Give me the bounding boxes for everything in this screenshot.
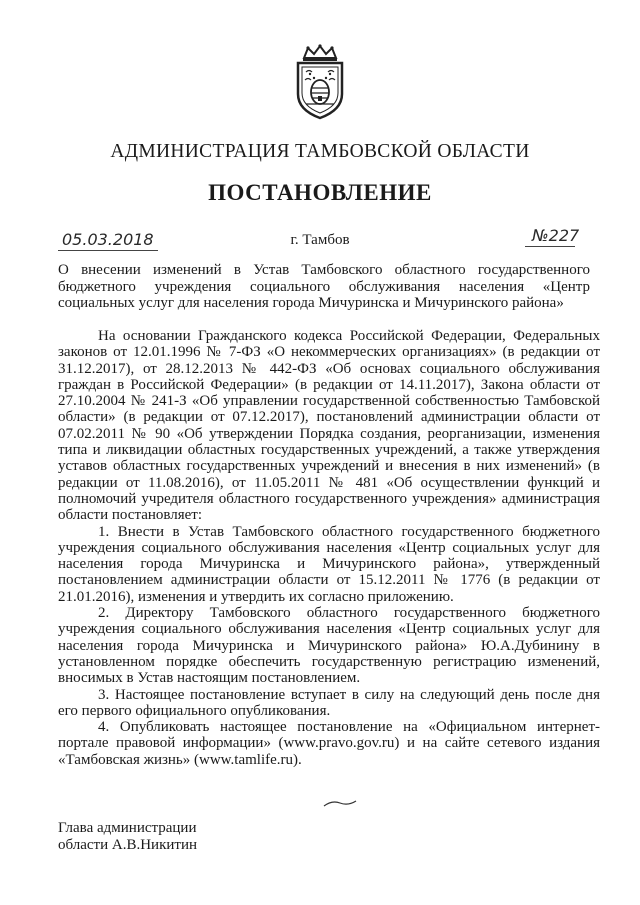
pen-stroke-mark: [322, 798, 358, 808]
document-city: г. Тамбов: [290, 232, 350, 248]
organization-name: АДМИНИСТРАЦИЯ ТАМБОВСКОЙ ОБЛАСТИ: [110, 141, 530, 162]
clause-1-paragraph: 1. Внести в Устав Тамбовского областного государственного бюджетного учреждения социального обслуживания населения «Центр социальных услуг для населения города Мичуринска и Мичуринского района», утвержденный постановлением администрации области от 15.12.2011 № 1776 (в редакции от 21.01.2016), изменения и утвердить их согласно приложению.: [58, 523, 600, 605]
document-body: [58, 328, 600, 768]
date-underline: [58, 250, 158, 251]
clause-4-paragraph: 4. Опубликовать настоящее постановление на «Официальном интернет-портале правовой информации» (www.pravo.gov.ru) и на сайте сетевого издания «Тамбовская жизнь» (www.tamlife.ru).: [58, 719, 600, 768]
coat-of-arms-icon: [290, 44, 350, 120]
signatory-name: области А.В.Никитин: [58, 836, 198, 853]
preamble-paragraph: На основании Гражданского кодекса Российской Федерации, Федеральных законов от 12.01.1996 № 7-ФЗ «О некоммерческих организациях» (в редакции от 31.12.2017), от 28.12.2013 № 442-ФЗ «Об основах социального обслуживания граждан в Российской Федерации» (в редакции от 14.11.2017), Закона области от 27.10.2004 № 241-З «Об управлении государственной собственностью Тамбовской области» (в редакции от 07.12.2017), постановлений администрации области от 07.02.2011 № 90 «Об утверждении Порядка создания, реорганизации, изменения типа и ликвидации областных государственных учреждений, а также утверждения уставов областных государственных учреждений и внесения в них изменений» (в редакции от 11.08.2016), от 11.05.2011 № 481 «Об осуществлении функций и полномочий учредителя областного государственного учреждения» администрация области постановляет:: [58, 328, 600, 524]
document-type-title: ПОСТАНОВЛЕНИЕ: [208, 180, 432, 205]
document-number: №227: [532, 226, 580, 245]
document-date: 05.03.2018: [62, 230, 154, 249]
signature-block: [58, 820, 197, 853]
document-subject: О внесении изменений в Устав Тамбовского областного государственного бюджетного учреждения социального обслуживания населения «Центр социальных услуг для населения города Мичуринска и Мичуринского района»: [58, 262, 590, 311]
signatory-title: Глава администрации: [58, 820, 197, 836]
clause-2-paragraph: 2. Директору Тамбовского областного государственного бюджетного учреждения социального обслуживания населения «Центр социальных услуг для населения города Мичуринска и Мичуринского района» Ю.А.Дубинину в установленном порядке обеспечить государственную регистрацию изменений, вносимых в Устав настоящим постановлением.: [58, 605, 600, 687]
clause-3-paragraph: 3. Настоящее постановление вступает в силу на следующий день после дня его первого официального опубликования.: [58, 686, 600, 719]
number-underline: [525, 246, 575, 247]
